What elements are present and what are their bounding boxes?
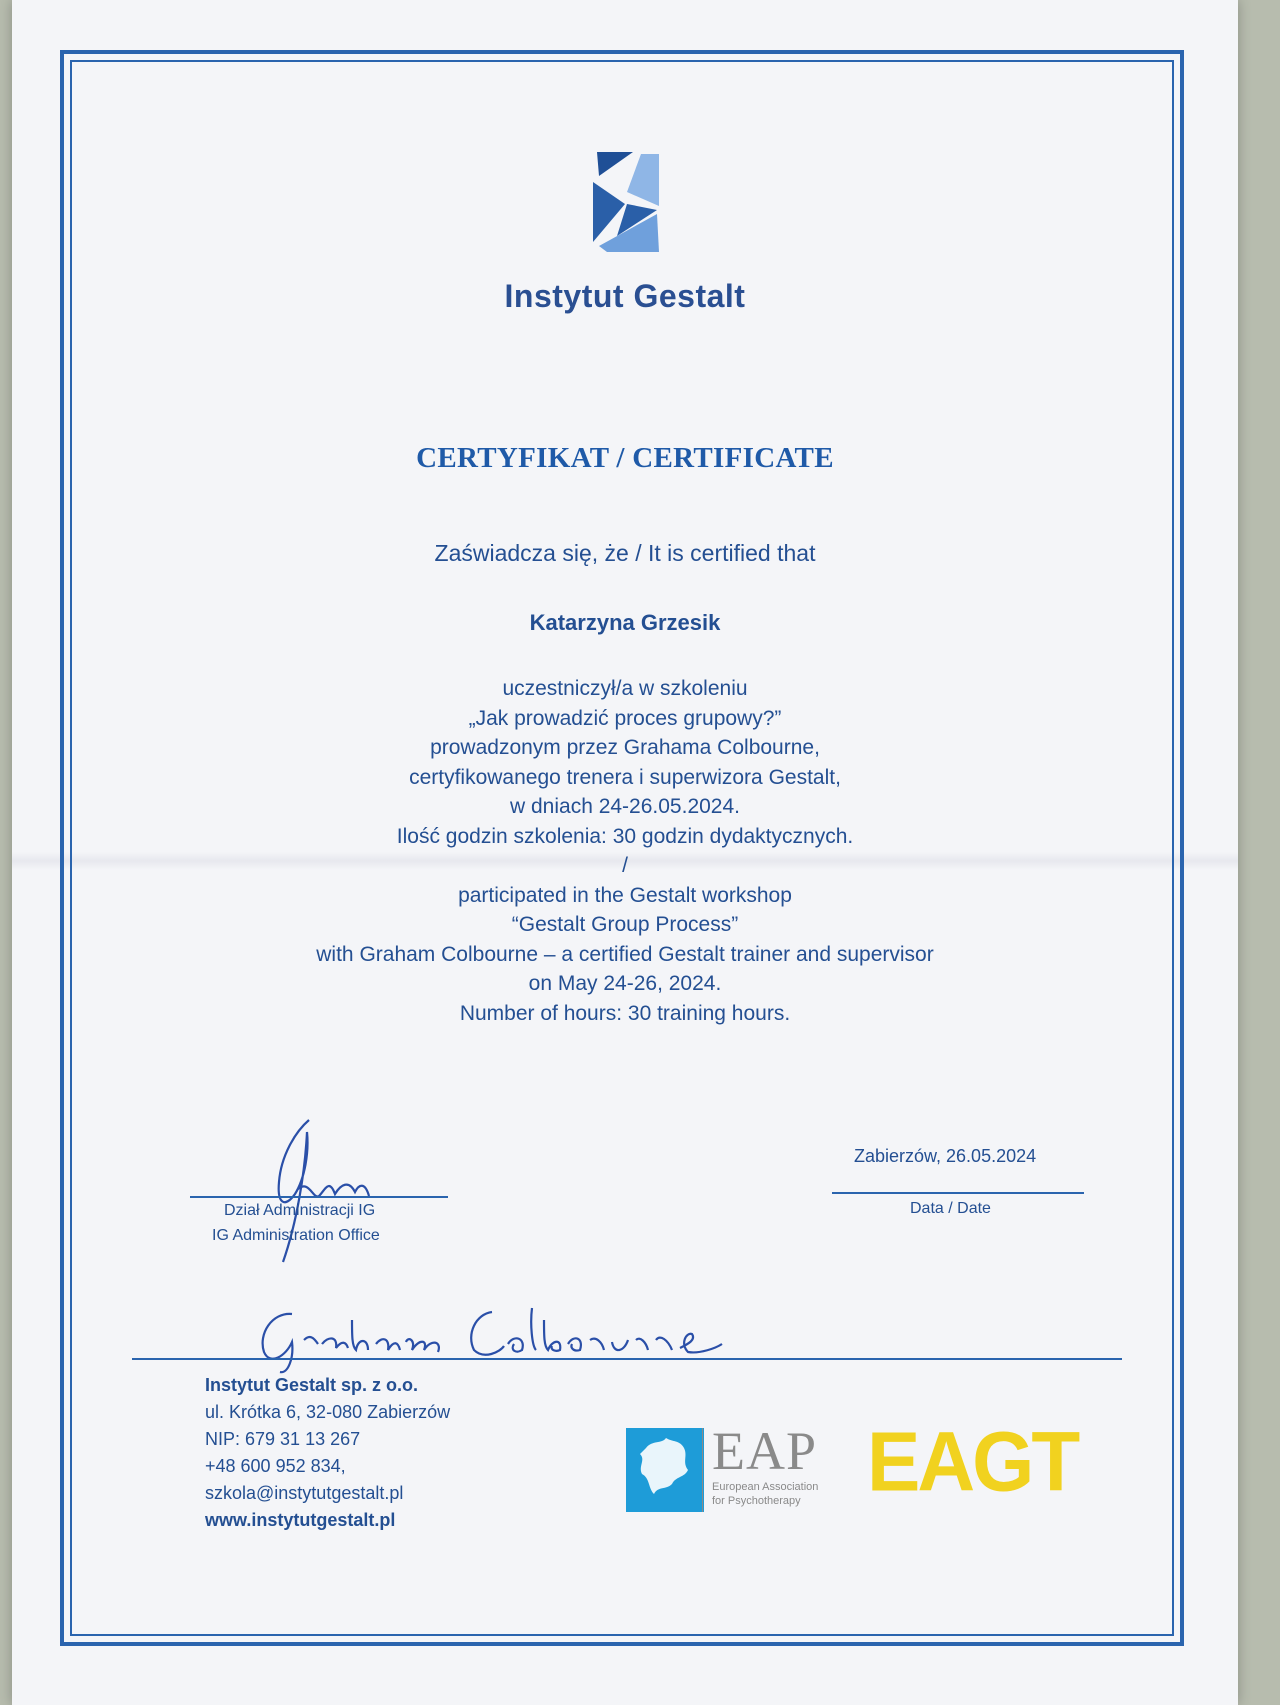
body-line: Number of hours: 30 training hours. (459, 1001, 791, 1025)
email-address: szkola@instytutgestalt.pl (205, 1483, 404, 1503)
street-address: ul. Krótka 6, 32-080 Zabierzów (205, 1402, 451, 1422)
body-line: w dniach 24-26.05.2024. (509, 795, 740, 818)
certificate-body (12, 674, 1238, 1028)
institute-address (205, 1372, 450, 1534)
eap-europe-map-icon (626, 1428, 704, 1512)
admin-signature-scribble (237, 1112, 387, 1272)
eap-subtitle-line: European Association (712, 1481, 819, 1493)
body-line: on May 24-26, 2024. (528, 972, 722, 995)
body-line: prowadzonym przez Grahama Colbourne, (430, 736, 820, 759)
body-line: uczestniczył/a w szkoleniu (502, 677, 748, 700)
eagt-logo: EAGT (867, 1414, 1078, 1509)
date-label: Data / Date (910, 1200, 991, 1217)
body-line: “Gestalt Group Process” (511, 913, 739, 936)
admin-signature-line (190, 1196, 448, 1198)
certification-intro: Zaświadcza się, że / It is certified that (434, 540, 816, 566)
trainer-signature-scribble (252, 1300, 772, 1375)
phone-number: +48 600 952 834, (205, 1456, 346, 1476)
tax-id: NIP: 679 31 13 267 (205, 1429, 361, 1449)
body-line: participated in the Gestalt workshop (458, 883, 792, 907)
issue-place-date: Zabierzów, 26.05.2024 (854, 1146, 1037, 1166)
eap-subtitle-line: for Psychotherapy (712, 1495, 801, 1507)
body-line: certyfikowanego trenera i superwizora Gestalt, (409, 765, 841, 789)
eap-subtitle (712, 1480, 818, 1508)
eap-divider (702, 1428, 703, 1512)
admin-office-label-en: IG Administration Office (212, 1227, 380, 1244)
body-line: with Graham Colbourne – a certified Gestalt trainer and supervisor (316, 942, 934, 966)
gestalt-logo-icon (587, 148, 667, 254)
certificate-content (12, 0, 1238, 1705)
recipient-name: Katarzyna Grzesik (529, 610, 721, 635)
body-line: „Jak prowadzić proces grupowy?” (468, 706, 782, 730)
institute-name: Instytut Gestalt (504, 278, 746, 314)
trainer-signature-line (132, 1358, 1122, 1360)
body-line: Ilość godzin szkolenia: 30 godzin dydaktycznych. (396, 824, 854, 848)
website-url: www.instytutgestalt.pl (205, 1510, 396, 1530)
date-line (832, 1192, 1084, 1194)
company-name: Instytut Gestalt sp. z o.o. (205, 1375, 419, 1395)
body-line: / (622, 854, 628, 877)
certificate-title: CERTYFIKAT / CERTIFICATE (416, 442, 834, 474)
eap-logo-text: EAP (712, 1421, 818, 1481)
certificate-paper (12, 0, 1238, 1705)
admin-office-label-pl: Dział Administracji IG (224, 1202, 376, 1219)
